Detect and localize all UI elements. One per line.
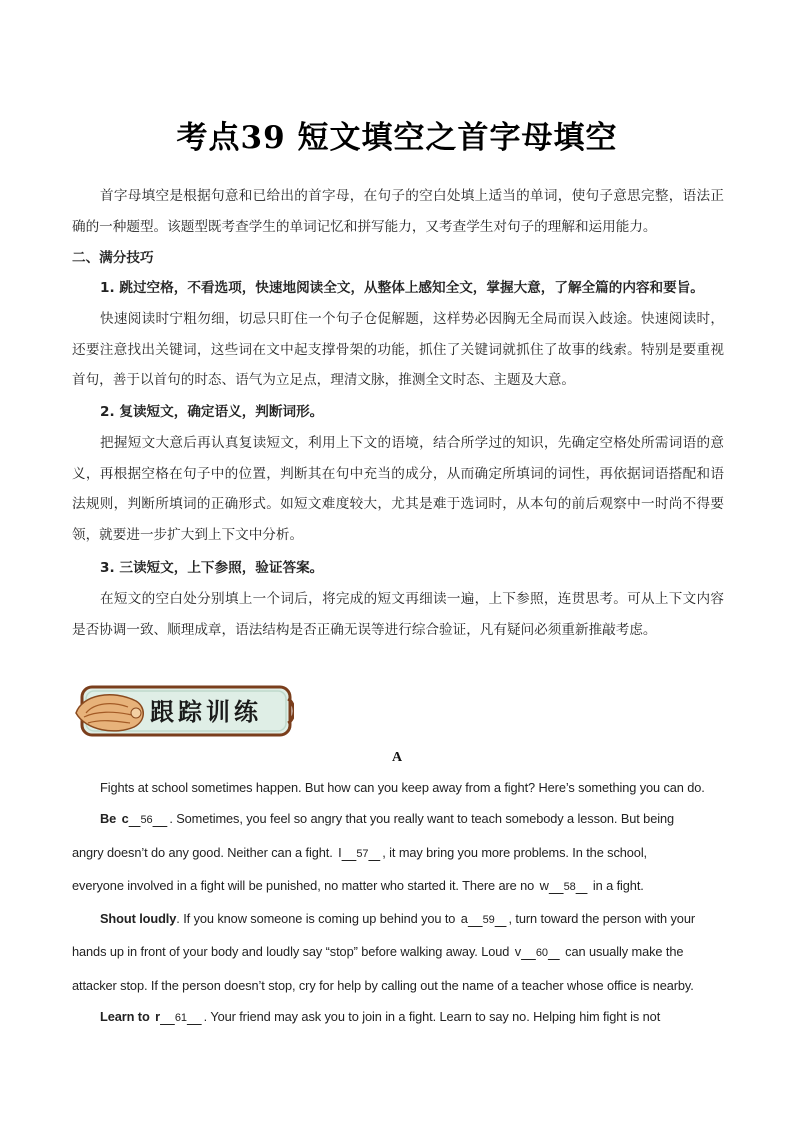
blank-59[interactable]: a 59 xyxy=(460,911,495,927)
tip1-heading: 1. 跳过空格，不看选项，快速地阅读全文，从整体上感知全文，掌握大意，了解全篇的内容和要旨。 xyxy=(100,280,704,296)
intro-paragraph: 首字母填空是根据句意和已给出的首字母，在句子的空白处填上适当的单词，使句子意思完整，语法正确的一种题型。该题型既考查学生的单词记忆和拼写能力，又考查学生对句子的理解和运用能力。 xyxy=(72,188,724,235)
passage-line: angry doesn’t do any good. Neither can a fight. I 57 , it may bring you more problems. In the school, xyxy=(72,837,724,870)
passage-line: everyone involved in a fight will be punished, no matter who started it. There are no w 58 in a fight. xyxy=(72,870,724,903)
tip2-heading: 2. 复读短文，确定语义，判断词形。 xyxy=(100,404,324,420)
passage-line: Be c 56 . Sometimes, you feel so angry that you really want to teach somebody a lesson. But being xyxy=(72,803,724,836)
passage-line: Fights at school sometimes happen. But how can you keep away from a fight? Here’s something you can do. xyxy=(100,780,705,795)
blank-56[interactable]: c 56 xyxy=(121,811,153,827)
passage-label: A xyxy=(391,750,403,765)
blank-60[interactable]: v 60 xyxy=(514,944,548,960)
bold-lead: Be xyxy=(100,811,120,827)
passage-line: Shout loudly. If you know someone is coming up behind you to a 59 , turn toward the person with your xyxy=(72,903,724,936)
passage-line: attacker stop. If the person doesn’t stop, cry for help by calling out the name of a teacher whose office is nearby. xyxy=(72,977,694,993)
blank-61[interactable]: r 61 xyxy=(155,1009,187,1025)
blank-58[interactable]: w 58 xyxy=(539,877,576,893)
practice-banner xyxy=(72,683,294,739)
section-heading: 二、满分技巧 xyxy=(72,250,154,266)
passage-line: hands up in front of your body and loudly say “stop” before walking away. Loud v 60 can usually make the xyxy=(72,936,724,969)
passage-line: Learn to r 61 . Your friend may ask you to join in a fight. Learn to say no. Helping him fight is not xyxy=(72,1001,724,1034)
page-title: 考点39 短文填空之首字母填空 xyxy=(176,120,618,156)
passage-text xyxy=(72,772,724,1034)
tip1-body: 快速阅读时宁粗勿细，切忌只盯住一个句子仓促解题，这样势必因胸无全局而误入歧途。快速阅读时，还要注意找出关键词，这些词在文中起支撑骨架的功能，抓住了关键词就抓住了故事的线索。特别是要重视首句，善于以首句的时态、语气为立足点，理清文脉，推测全文时态、主题及大意。 xyxy=(72,311,724,388)
blank-57[interactable]: I 57 xyxy=(338,844,369,860)
banner-label: 跟踪训练 xyxy=(150,697,262,726)
tip3-heading: 3. 三读短文，上下参照，验证答案。 xyxy=(100,560,324,576)
tip2-body: 把握短文大意后再认真复读短文，利用上下文的语境，结合所学过的知识，先确定空格处所需词语的意义，再根据空格在句子中的位置，判断其在句中充当的成分，从而确定所填词的词性，再依据词语搭配和语法规则，判断所填词的正确形式。如短文难度较大，尤其是难于选词时，从本句的前后观察中一时尚不得要领，就要进一步扩大到上下文中分析。 xyxy=(72,435,724,543)
tip3-body: 在短文的空白处分别填上一个词后，将完成的短文再细读一遍，上下参照，连贯思考。可从上下文内容是否协调一致、顺理成章，语法结构是否正确无误等进行综合验证，凡有疑问必须重新推敲考虑。 xyxy=(72,591,724,638)
